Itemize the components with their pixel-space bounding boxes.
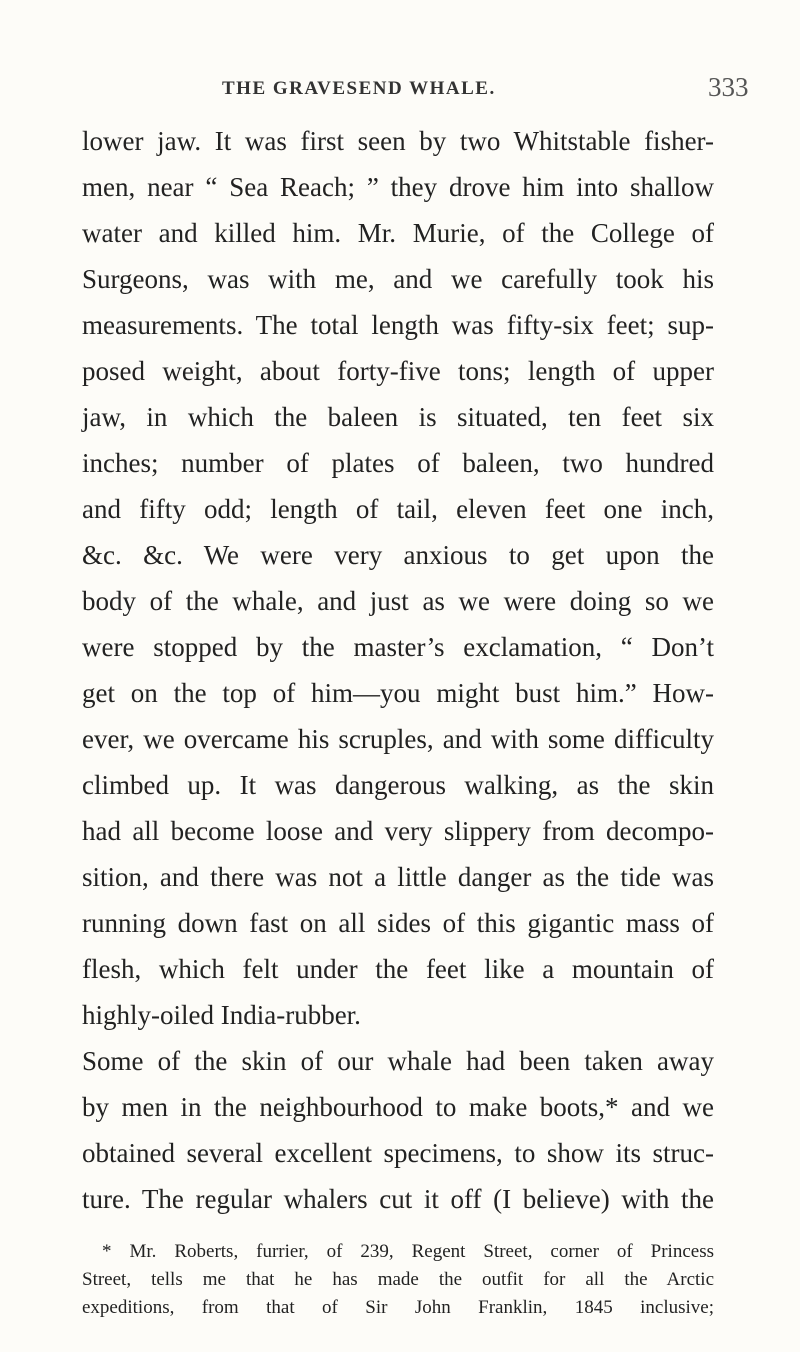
text-line: inches; number of plates of baleen, two hundred: [82, 448, 714, 478]
text-line: obtained several excellent specimens, to show its struc-: [82, 1138, 714, 1168]
footnote-line: * Mr. Roberts, furrier, of 239, Regent Street, corner of Princess: [102, 1241, 714, 1262]
text-line: posed weight, about forty-five tons; length of upper: [82, 356, 714, 386]
text-line: jaw, in which the baleen is situated, ten feet six: [82, 402, 714, 432]
text-line: ever, we overcame his scruples, and with some difficulty: [82, 724, 714, 754]
text-line: Surgeons, was with me, and we carefully took his: [82, 264, 714, 294]
text-line: water and killed him. Mr. Murie, of the College of: [82, 218, 714, 248]
text-line: body of the whale, and just as we were doing so we: [82, 586, 714, 616]
text-line: had all become loose and very slippery from decompo-: [82, 816, 714, 846]
text-line: running down fast on all sides of this gigantic mass of: [82, 908, 714, 938]
text-line: Some of the skin of our whale had been taken away: [82, 1046, 714, 1076]
body-text: [82, 118, 714, 1222]
text-line: get on the top of him—you might bust him.” How-: [82, 678, 714, 708]
text-line: flesh, which felt under the feet like a mountain of: [82, 954, 714, 984]
text-line: lower jaw. It was first seen by two Whitstable fisher-: [82, 126, 714, 156]
text-line: were stopped by the master’s exclamation, “ Don’t: [82, 632, 714, 662]
page-header: [0, 72, 800, 108]
text-line: and fifty odd; length of tail, eleven feet one inch,: [82, 494, 714, 524]
text-line: by men in the neighbourhood to make boots,* and we: [82, 1092, 714, 1122]
text-line: &c. &c. We were very anxious to get upon the: [82, 540, 714, 570]
text-line: sition, and there was not a little danger as the tide was: [82, 862, 714, 892]
text-line: ture. The regular whalers cut it off (I believe) with the: [82, 1184, 714, 1214]
footnote: [82, 1238, 714, 1322]
footnote-line: expeditions, from that of Sir John Franklin, 1845 inclusive;: [82, 1297, 714, 1318]
text-line: measurements. The total length was fifty-six feet; sup-: [82, 310, 714, 340]
page-number: 333: [708, 72, 749, 102]
text-line: men, near “ Sea Reach; ” they drove him into shallow: [82, 172, 714, 202]
footnote-line: Street, tells me that he has made the outfit for all the Arctic: [82, 1269, 714, 1290]
text-line: highly-oiled India-rubber.: [82, 1000, 361, 1030]
text-line: climbed up. It was dangerous walking, as the skin: [82, 770, 714, 800]
running-head: THE GRAVESEND WHALE.: [222, 78, 496, 99]
